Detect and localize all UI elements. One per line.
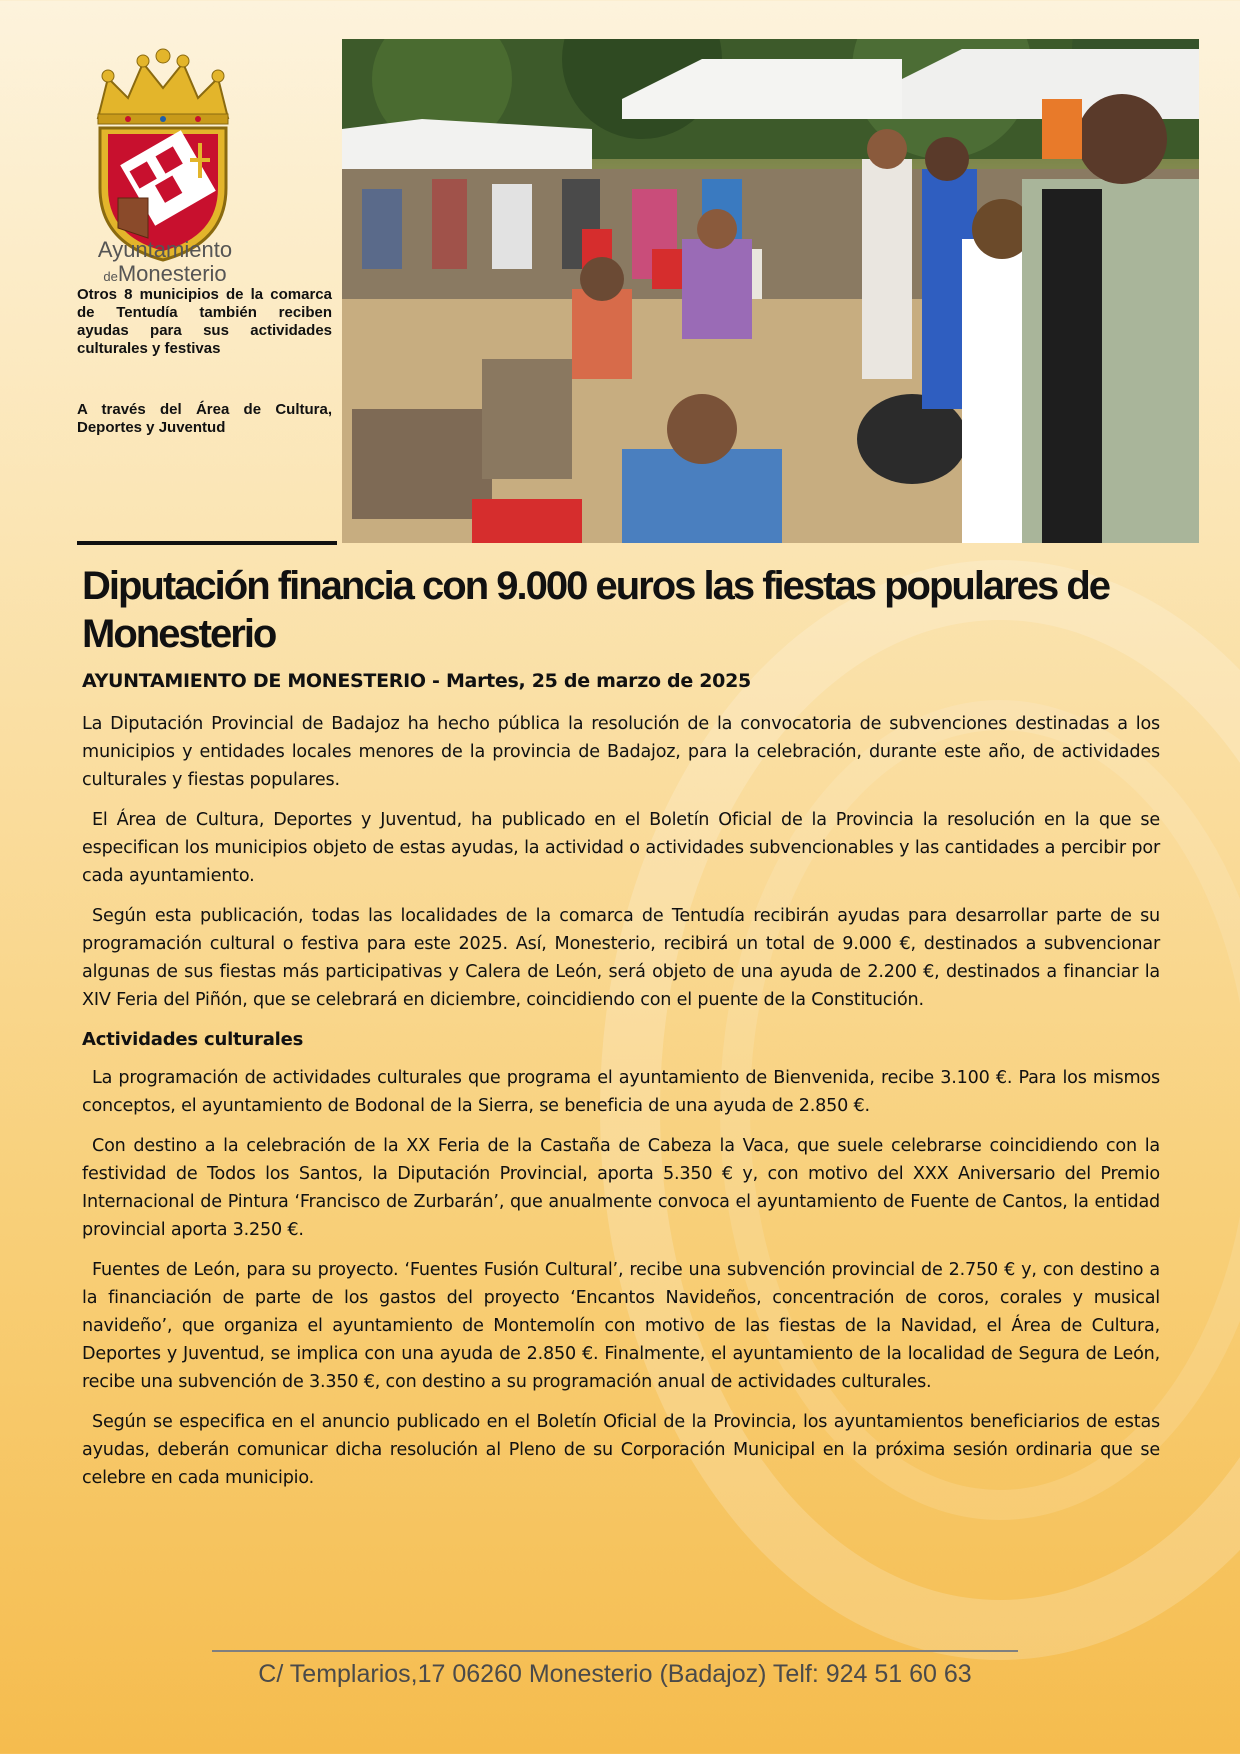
festival-photo (342, 39, 1199, 543)
lead-summary-1: Otros 8 municipios de la comarca de Tentudía también reciben ayudas para sus actividades culturales y festivas (77, 286, 332, 357)
logo-subtitle: Monesterio (117, 261, 227, 286)
sidebar-divider (77, 541, 337, 545)
logo-wordmark (70, 238, 260, 289)
section-heading: Actividades culturales (82, 1029, 304, 1050)
logo-title: Ayuntamiento (97, 237, 233, 262)
article-paragraph: Según se especifica en el anuncio publicado en el Boletín Oficial de la Provincia, los ayuntamientos beneficiarios de estas ayudas, deberán comunicar dicha resolución al Pleno de su Corporación Municipal en la próxima sesión ordinaria que se celebre en cada municipio. (82, 1412, 1160, 1488)
article-paragraph: La programación de actividades culturales que programa el ayuntamiento de Bienvenida, recibe 3.100 €. Para los mismos conceptos, el ayuntamiento de Bodonal de la Sierra, se beneficia de una ayuda de 2.850 €. (82, 1068, 1160, 1116)
article-paragraph: Según esta publicación, todas las localidades de la comarca de Tentudía recibirán ayudas para desarrollar parte de su programación cultural o festiva para este 2025. Así, Monesterio, recibirá un total de 9.000 €, destinados a subvencionar algunas de sus fiestas más participativas y Calera de León, será objeto de una ayuda de 2.200 €, destinados a financiar la XIV Feria del Piñón, que se celebrará en diciembre, coincidiendo con el puente de la Constitución. (82, 906, 1160, 1010)
article-paragraph: Con destino a la celebración de la XX Feria de la Castaña de Cabeza la Vaca, que suele celebrarse coincidiendo con la festividad de Todos los Santos, la Diputación Provincial, aporta 5.350 € y, con motivo del XXX Aniversario del Premio Internacional de Pintura ‘Francisco de Zurbarán’, que anualmente convoca el ayuntamiento de Fuente de Cantos, la entidad provincial aporta 3.250 €. (82, 1136, 1160, 1240)
lead-summary-2: A través del Área de Cultura, Deportes y Juventud (77, 401, 332, 436)
crown-icon (98, 49, 228, 124)
article-paragraph: Fuentes de León, para su proyecto. ‘Fuentes Fusión Cultural’, recibe una subvención provincial de 2.750 € y, con destino a la financiación de parte de los gastos del proyecto ‘Encantos Navideños, concentración de coros, corales y musical navideño’, que organiza el ayuntamiento de Montemolín con motivo de las fiestas de la Navidad, el Área de Cultura, Deportes y Juventud, se implica con una ayuda de 2.850 €. Finalmente, el ayuntamiento de la localidad de Segura de León, recibe una subvención de 3.350 €, con destino a su programación anual de actividades culturales. (82, 1260, 1160, 1392)
article-body (82, 710, 1160, 1504)
article-paragraph: El Área de Cultura, Deportes y Juventud, ha publicado en el Boletín Oficial de la Provincia la resolución en la que se especifican los municipios objeto de estas ayudas, la actividad o actividades subvencionables y las cantidades a percibir por cada ayuntamiento. (82, 810, 1160, 886)
article-headline: Diputación financia con 9.000 euros las fiestas populares de Monesterio (82, 564, 1110, 656)
article-paragraph: La Diputación Provincial de Badajoz ha hecho pública la resolución de la convocatoria de subvenciones destinadas a los municipios y entidades locales menores de la provincia de Badajoz, para la celebración, durante este año, de actividades culturales y fiestas populares. (82, 714, 1160, 790)
article-byline: AYUNTAMIENTO DE MONESTERIO - Martes, 25 de marzo de 2025 (82, 670, 751, 692)
logo-subtitle-prefix: de (103, 269, 118, 284)
footer-address: C/ Templarios,17 06260 Monesterio (Badajoz) Telf: 924 51 60 63 (258, 1660, 972, 1688)
footer-divider (212, 1650, 1018, 1652)
